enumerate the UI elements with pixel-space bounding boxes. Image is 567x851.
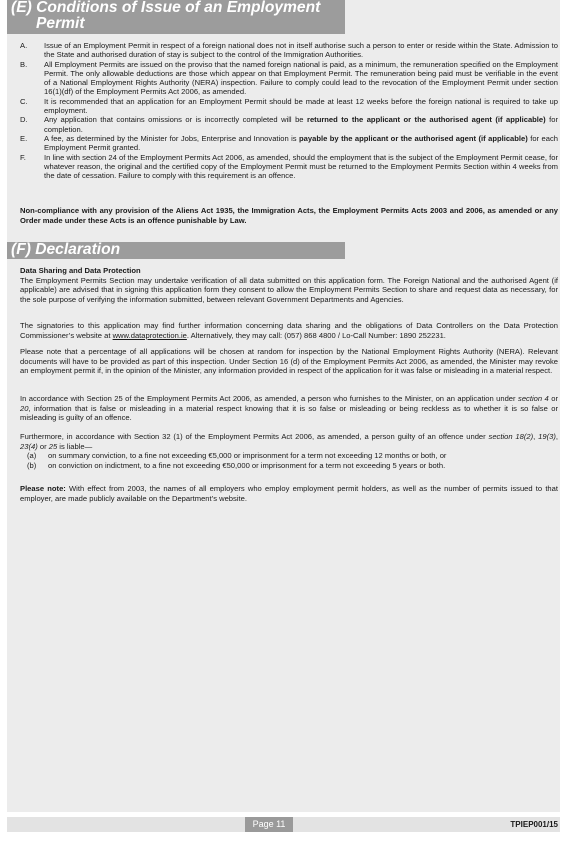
section-e-title-line1: (E) Conditions of Issue of an Employment	[11, 0, 321, 16]
item-marker: A.	[20, 41, 28, 50]
item-text: It is recommended that an application for an Employment Permit should be made at least 12 weeks before the foreign national is required to take up employment.	[44, 96, 558, 116]
document-page	[7, 0, 560, 812]
item-text: All Employment Permits are issued on the proviso that the named foreign national is paid, as a minimum, the remuneration specified on the Employment Permit. The only allowable deductions are those which appear on that Employment Permit. The remuneration being paid must be verifiable in the event of a National Employment Rights Authority (NERA) inspection. Failure to comply could lead to the revocation of the Employment Permit under section 16(1)(df) of the Employment Permits Act 2006, as amended.	[44, 59, 558, 97]
condition-item-e	[20, 134, 560, 153]
para-text: is liable—	[57, 441, 93, 451]
item-text-bold: payable by the applicant or the authorised agent (if applicable)	[299, 133, 528, 143]
section-ref: 25	[48, 441, 58, 451]
penalties-intro	[20, 432, 558, 451]
para-text: , information that is false or misleading in a material respect knowing that it is so false or misleading or being reckless as to whether it is so false or misleading is guilty of an offence.	[20, 403, 558, 423]
item-text-bold: returned to the applicant or the authorised agent (if applicable)	[306, 115, 546, 125]
section25-paragraph	[20, 394, 558, 423]
item-marker: B.	[20, 59, 28, 69]
please-note-text: With effect from 2003, the names of all employers who employ employment permit holders, as well as the number of permits issued to that employer, are made publicly available on the Department’s website.	[20, 484, 558, 503]
penalty-item-a	[20, 451, 558, 461]
item-text-start: A fee, as determined by the Minister for Jobs, Enterprise and Innovation is	[44, 133, 300, 143]
item-text: on summary conviction, to a fine not exceeding €5,000 or imprisonment for a term not exceeding 12 months or both, or	[48, 451, 447, 461]
item-text	[44, 134, 560, 153]
para-text: Furthermore, in accordance with Section 32 (1) of the Employment Permits Act 2006, as amended, a person guilty of an offence under	[20, 432, 489, 441]
please-note-label: Please note:	[20, 484, 66, 493]
penalty-item-b	[20, 461, 558, 471]
condition-item-a	[20, 41, 560, 60]
penalties-paragraph	[20, 432, 558, 470]
separator: ,	[533, 432, 539, 441]
item-marker: (b)	[27, 460, 37, 470]
section-ref: 19(3)	[538, 432, 556, 441]
non-compliance-notice: Non-compliance with any provision of the Aliens Act 1935, the Immigration Acts, the Employment Permits Acts 2003 and 2006, as amended or any Order made under these Acts is an offence punishable by Law.	[20, 206, 558, 225]
document-code: TPIEP001/15	[510, 820, 558, 829]
item-marker: F.	[20, 152, 26, 162]
item-text-start: Any application that contains omissions or is incorrectly completed will be	[44, 115, 307, 125]
separator: or	[37, 441, 49, 451]
dataprotection-link[interactable]: www.dataprotection.ie	[112, 330, 187, 340]
item-marker: D.	[20, 115, 28, 125]
data-protection-subheading: Data Sharing and Data Protection	[20, 266, 141, 275]
item-text-end: for each Employment Permit granted.	[44, 133, 558, 153]
para-text: In accordance with Section 25 of the Employment Permits Act 2006, as amended, a person who furnishes to the Minister, on an application under	[20, 394, 519, 403]
section-ref: section 4	[518, 394, 549, 403]
section-ref: section 18(2)	[488, 432, 534, 441]
condition-item-b	[20, 60, 560, 97]
please-note-paragraph	[20, 484, 558, 503]
para-text: or	[548, 394, 558, 403]
inspection-paragraph: Please note that a percentage of all applications will be chosen at random for inspection by the National Employment Rights Authority (NERA). Relevant documents will have to be provided as part of this inspection. Under Section 16 (d) of the Employment Permits Act 2006, as amended, the Minister may revoke an employment permit if, in the opinion of the Minister, any information provided in respect of the application for it was false or misleading in a material respect.	[20, 347, 558, 376]
item-text: In line with section 24 of the Employment Permits Act 2006, as amended, should the employment that is the subject of the Employment Permit cease, for whatever reason, the original and the certified copy of the Employment Permit must be returned to the Employment Permits Section within 4 weeks from the date of cessation. Failure to comply with this requirement is an offence.	[44, 152, 558, 181]
item-marker: C.	[20, 96, 28, 106]
data-sharing-paragraph: The Employment Permits Section may undertake verification of all data submitted on this application form. The Foreign National and the authorised Agent (if applicable) are advised that in signing this application form they consent to allow the Employment Permits Section to share and request data as necessary, for the sole purpose of verifying the information submitted, between relevant Government Departments and Agencies.	[20, 275, 558, 304]
section-e-heading	[7, 0, 345, 34]
separator: ,	[555, 432, 558, 441]
item-text-end: for completion.	[44, 115, 558, 134]
signatories-contact: . Alternatively, they may call: (057) 868 4800 / Lo-Call Number: 1890 252231.	[186, 330, 446, 340]
item-text: on conviction on indictment, to a fine not exceeding €50,000 or imprisonment for a term not exceeding 5 years or both.	[48, 460, 446, 470]
section-f-heading: (F) Declaration	[7, 242, 345, 259]
section-ref: 20	[20, 403, 29, 413]
condition-item-c	[20, 97, 560, 116]
item-marker: (a)	[27, 451, 37, 461]
signatories-paragraph	[20, 321, 558, 340]
item-text	[44, 115, 560, 134]
conditions-list	[20, 41, 560, 180]
page-number: Page 11	[245, 817, 293, 832]
condition-item-d	[20, 115, 560, 134]
item-text: Issue of an Employment Permit in respect of a foreign national does not in itself authorise such a person to enter or reside within the State. Admission to the State and authorised duration of stay is subject to the control of the Immigration Authorities.	[44, 41, 558, 60]
condition-item-f	[20, 153, 560, 181]
item-marker: E.	[20, 133, 28, 143]
data-protection-block	[20, 266, 558, 304]
signatories-text: The signatories to this application may find further information concerning data sharing and the obligations of Data Controllers on the Data Protection Commissioner’s website at	[20, 321, 558, 340]
section-e-title-line2: Permit	[36, 15, 85, 32]
section-ref: 23(4)	[20, 441, 38, 451]
